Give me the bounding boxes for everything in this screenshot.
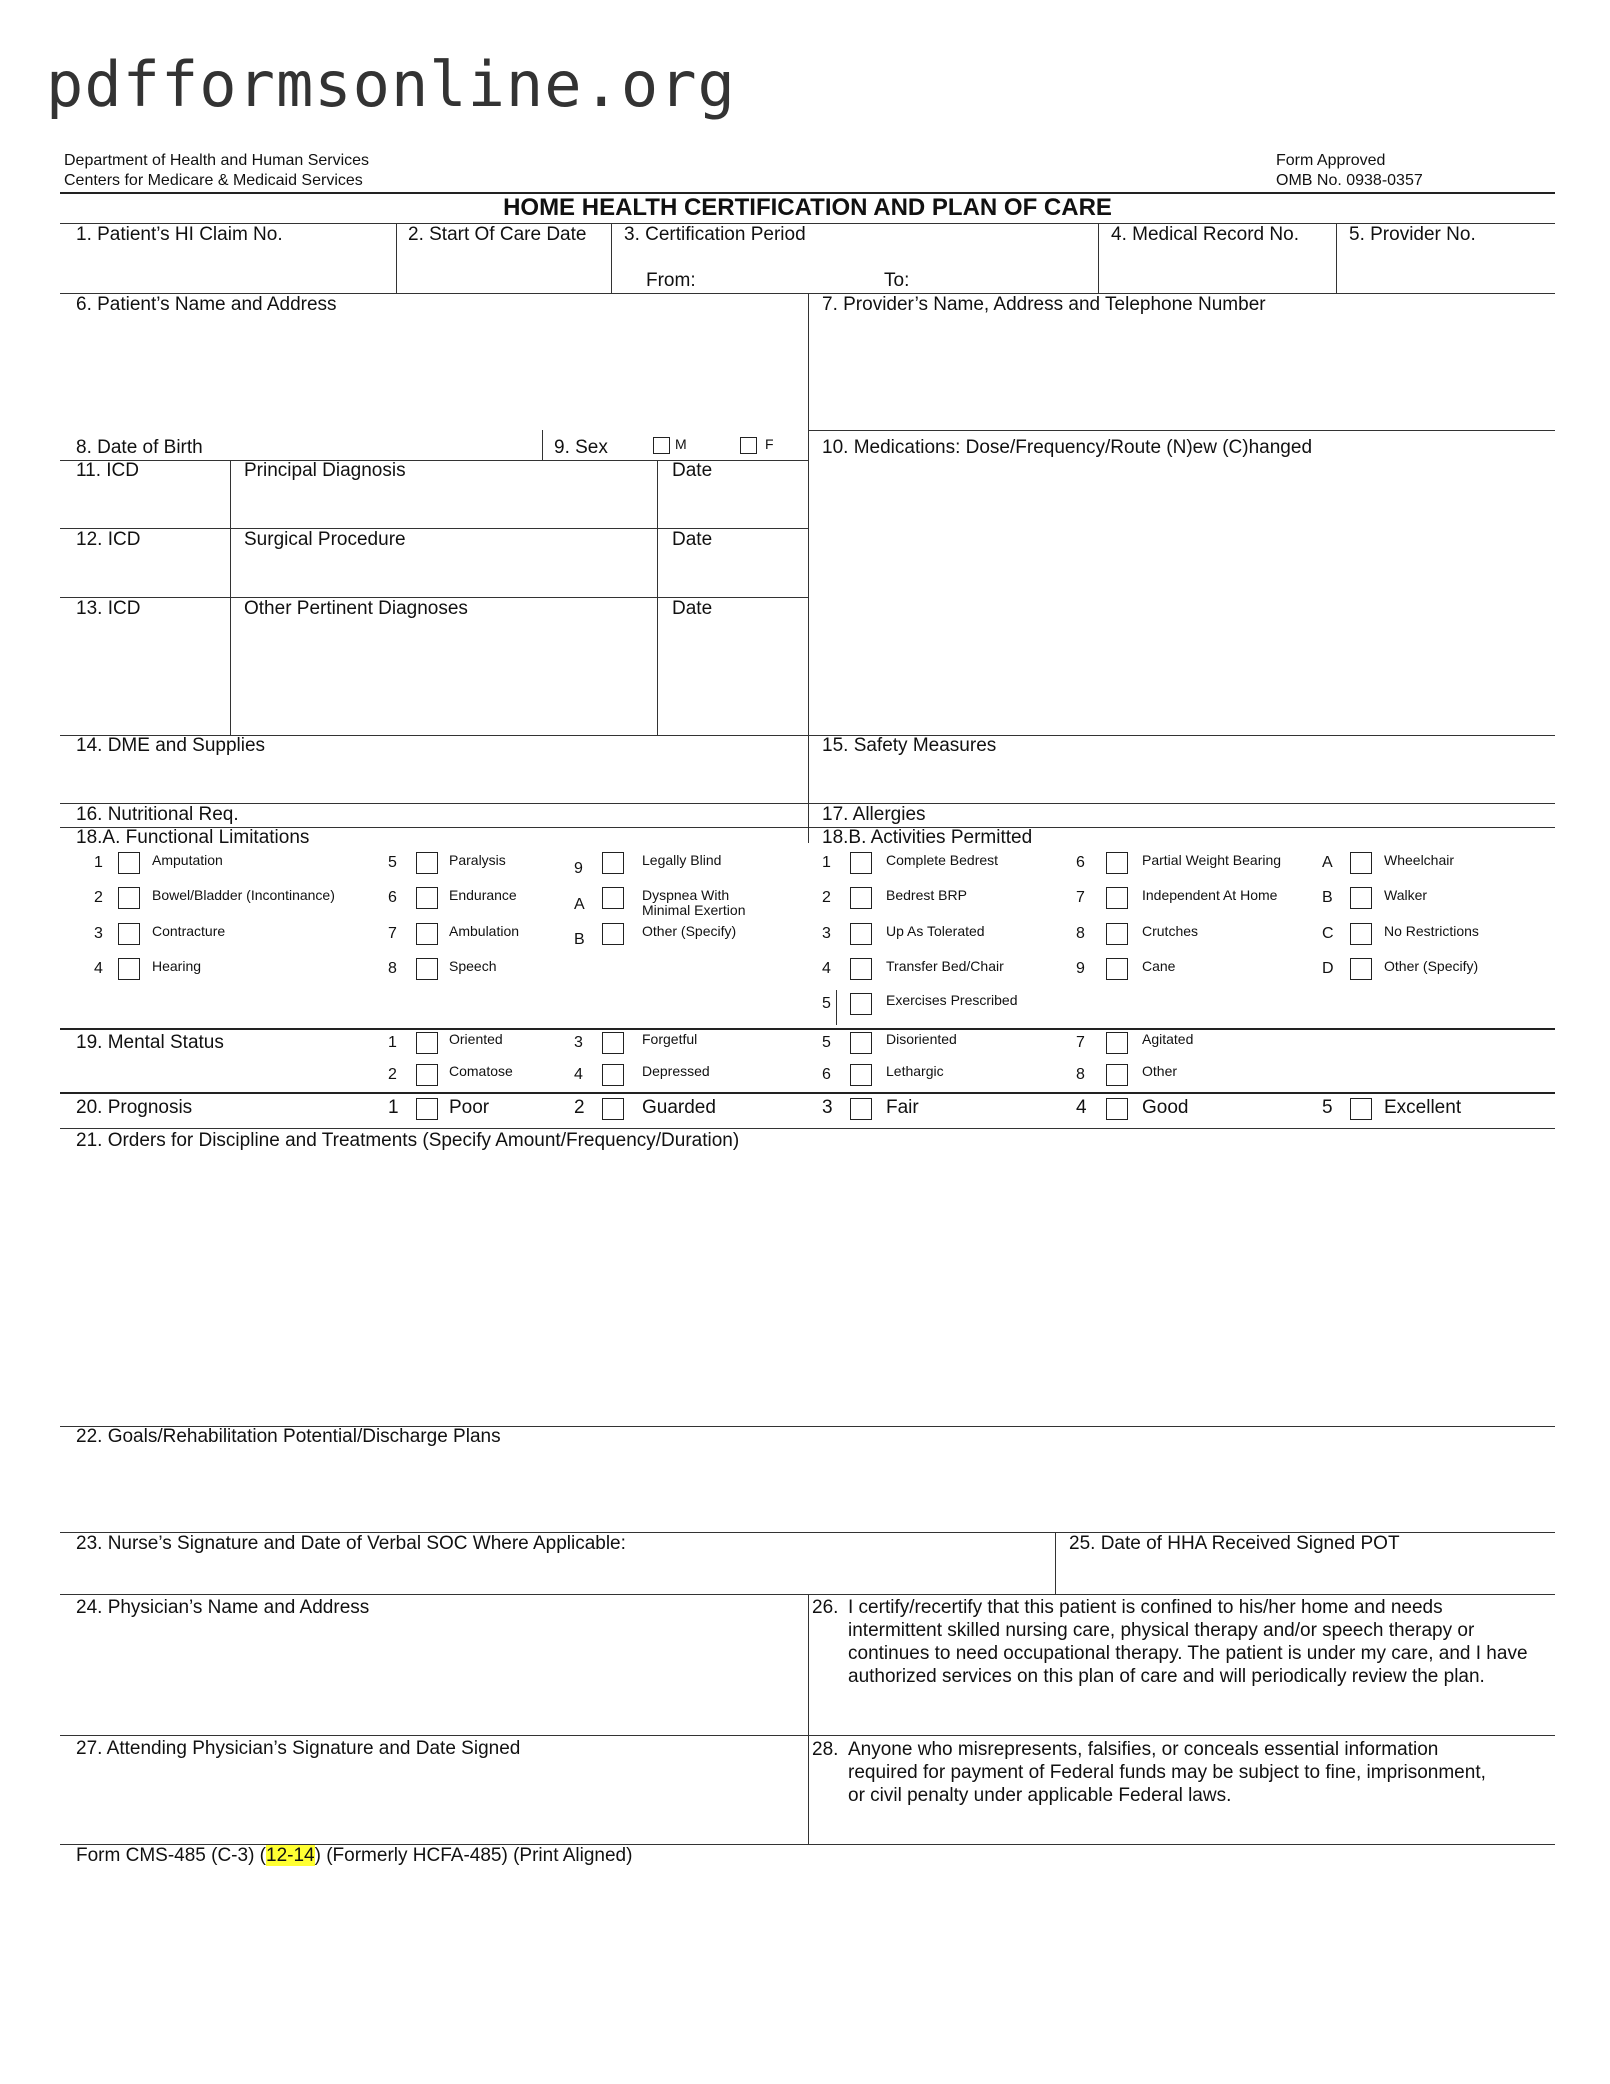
checkbox[interactable] [850, 1064, 872, 1086]
rule [60, 1092, 1555, 1094]
option-number: 6 [1076, 854, 1085, 871]
checkbox[interactable] [1106, 1098, 1128, 1120]
option-label: Agitated [1142, 1031, 1194, 1047]
option-label: Hearing [152, 958, 202, 974]
form-approved: Form Approved [1276, 152, 1386, 169]
footer-prefix: Form CMS-485 (C-3) ( [76, 1845, 267, 1866]
form-title: HOME HEALTH CERTIFICATION AND PLAN OF CARE [503, 194, 1112, 221]
option-number: 5 [822, 995, 831, 1012]
option-label: Disoriented [886, 1031, 957, 1047]
option-label: Bowel/Bladder (Incontinance) [152, 887, 335, 903]
option-number: 1 [94, 854, 103, 871]
checkbox[interactable] [416, 1064, 438, 1086]
mental-status-title: 19. Mental Status [76, 1032, 224, 1053]
option-number: 6 [822, 1066, 831, 1083]
option-number: 3 [822, 925, 831, 942]
option-label: Guarded [642, 1097, 716, 1118]
rule [60, 1128, 1555, 1129]
certify-line-2: intermittent skilled nursing care, physical therapy and/or speech therapy or [848, 1620, 1475, 1641]
option-label: Complete Bedrest [886, 852, 999, 868]
option-number: 1 [388, 1097, 399, 1118]
option-number: 3 [94, 925, 103, 942]
prognosis-title: 20. Prognosis [76, 1097, 193, 1118]
checkbox[interactable] [602, 1098, 624, 1120]
dept-line-2: Centers for Medicare & Medicaid Services [64, 172, 363, 189]
nutritional-label: 16. Nutritional Req. [76, 804, 239, 825]
checkbox[interactable] [850, 993, 872, 1015]
rule [808, 430, 1555, 431]
option-label: Depressed [642, 1063, 710, 1079]
option-label: Cane [1142, 958, 1176, 974]
checkbox[interactable] [602, 1064, 624, 1086]
option-number: 8 [1076, 925, 1085, 942]
attending-physician-label: 27. Attending Physician’s Signature and Date Signed [76, 1738, 521, 1759]
checkbox[interactable] [1106, 1064, 1128, 1086]
certify-number: 26. [812, 1597, 839, 1618]
option-number: 2 [822, 889, 831, 906]
option-number: 7 [388, 925, 397, 942]
option-number: 7 [1076, 889, 1085, 906]
divider [542, 430, 543, 460]
option-label: Endurance [449, 887, 517, 903]
option-number: 5 [1322, 1097, 1333, 1118]
option-number: 5 [388, 854, 397, 871]
hha-received-label: 25. Date of HHA Received Signed POT [1069, 1533, 1400, 1554]
checkbox[interactable] [602, 1032, 624, 1054]
certify-line-1: I certify/recertify that this patient is confined to his/her home and needs [848, 1597, 1443, 1618]
option-number: 9 [1076, 960, 1085, 977]
divider [396, 223, 397, 293]
option-number: 2 [388, 1066, 397, 1083]
option-label: Other (Specify) [1384, 958, 1479, 974]
option-label: Excellent [1384, 1097, 1462, 1118]
checkbox[interactable] [1106, 958, 1128, 980]
orders-label: 21. Orders for Discipline and Treatments (Specify Amount/Frequency/Duration) [76, 1130, 740, 1151]
checkbox[interactable] [416, 1098, 438, 1120]
option-label: Forgetful [642, 1031, 698, 1047]
option-number: 4 [574, 1066, 583, 1083]
medications-label: 10. Medications: Dose/Frequency/Route (N)ew (C)hanged [822, 437, 1313, 458]
divider [808, 1594, 809, 1844]
option-label: Speech [449, 958, 497, 974]
checkbox[interactable] [416, 923, 438, 945]
option-number: 3 [822, 1097, 833, 1118]
divider [1055, 1532, 1056, 1594]
sex-f-checkbox[interactable] [740, 437, 757, 454]
option-label: Paralysis [449, 852, 506, 868]
checkbox[interactable] [1350, 887, 1372, 909]
activities-permitted-title: 18.B. Activities Permitted [822, 827, 1033, 848]
divider [836, 990, 837, 1025]
rule [60, 223, 1555, 224]
option-number: 4 [1076, 1097, 1087, 1118]
site-logo: pdfformsonline.org [46, 48, 736, 121]
checkbox[interactable] [118, 887, 140, 909]
dme-supplies-label: 14. DME and Supplies [76, 735, 266, 756]
warning-line-3: or civil penalty under applicable Federal laws. [848, 1785, 1232, 1806]
option-number: 5 [822, 1034, 831, 1051]
option-number: 8 [1076, 1066, 1085, 1083]
dob-label: 8. Date of Birth [76, 437, 203, 458]
provider-name-label: 7. Provider’s Name, Address and Telephone Number [822, 294, 1266, 315]
checkbox[interactable] [1350, 923, 1372, 945]
option-label: Crutches [1142, 923, 1199, 939]
checkbox[interactable] [1350, 852, 1372, 874]
option-number: 4 [94, 960, 103, 977]
option-number: A [1322, 854, 1333, 871]
checkbox[interactable] [416, 1032, 438, 1054]
option-label: Lethargic [886, 1063, 944, 1079]
icd-code-label: 11. ICD [76, 460, 140, 481]
functional-limitations-title: 18.A. Functional Limitations [76, 827, 310, 848]
checkbox[interactable] [850, 1032, 872, 1054]
option-number: 9 [574, 860, 583, 877]
checkbox[interactable] [1106, 1032, 1128, 1054]
option-label: Legally Blind [642, 852, 722, 868]
option-label: Partial Weight Bearing [1142, 852, 1282, 868]
option-label: Poor [449, 1097, 490, 1118]
from-label: From: [646, 270, 696, 291]
option-number: 1 [822, 854, 831, 871]
nurse-signature-label: 23. Nurse’s Signature and Date of Verbal SOC Where Applicable: [76, 1533, 626, 1554]
option-number: 7 [1076, 1034, 1085, 1051]
checkbox[interactable] [850, 923, 872, 945]
option-number: 2 [574, 1097, 585, 1118]
checkbox[interactable] [1350, 958, 1372, 980]
dept-line-1: Department of Health and Human Services [64, 152, 370, 169]
checkbox[interactable] [602, 852, 624, 874]
option-label: No Restrictions [1384, 923, 1479, 939]
checkbox[interactable] [850, 958, 872, 980]
checkbox[interactable] [416, 958, 438, 980]
rule [60, 735, 1555, 736]
date-label: Date [672, 460, 713, 481]
checkbox[interactable] [850, 887, 872, 909]
checkbox[interactable] [1106, 852, 1128, 874]
warning-line-1: Anyone who misrepresents, falsifies, or conceals essential information [848, 1739, 1439, 1760]
checkbox[interactable] [416, 887, 438, 909]
option-label: Walker [1384, 887, 1428, 903]
icd-code-label: 13. ICD [76, 598, 141, 619]
physician-name-label: 24. Physician’s Name and Address [76, 1597, 370, 1618]
option-number: B [1322, 889, 1333, 906]
option-label: Up As Tolerated [886, 923, 985, 939]
safety-measures-label: 15. Safety Measures [822, 735, 997, 756]
to-label: To: [884, 270, 910, 291]
option-number: 2 [94, 889, 103, 906]
certify-line-3: continues to need occupational therapy. The patient is under my care, and I have [848, 1643, 1528, 1664]
option-number: 1 [388, 1034, 397, 1051]
warning-line-2: required for payment of Federal funds may be subject to fine, imprisonment, [848, 1762, 1486, 1783]
checkbox[interactable] [1106, 887, 1128, 909]
patient-name-label: 6. Patient’s Name and Address [76, 294, 337, 315]
omb-number: OMB No. 0938-0357 [1276, 172, 1423, 189]
option-label: Comatose [449, 1063, 513, 1079]
provider-no-label: 5. Provider No. [1349, 224, 1476, 245]
other-diagnoses-label: Other Pertinent Diagnoses [244, 598, 468, 619]
option-label: Exercises Prescribed [886, 992, 1018, 1008]
option-label: Wheelchair [1384, 852, 1455, 868]
sex-m-label: M [675, 436, 687, 452]
option-label: Transfer Bed/Chair [886, 958, 1004, 974]
warning-number: 28. [812, 1739, 839, 1760]
sex-f-label: F [765, 436, 774, 452]
rule [60, 1028, 1555, 1030]
start-of-care-label: 2. Start Of Care Date [408, 224, 587, 245]
checkbox[interactable] [602, 923, 624, 945]
divider [808, 293, 809, 843]
checkbox[interactable] [416, 852, 438, 874]
option-number: C [1322, 925, 1334, 942]
sex-m-checkbox[interactable] [653, 437, 670, 454]
option-label: Amputation [152, 852, 223, 868]
patient-claim-label: 1. Patient’s HI Claim No. [76, 224, 283, 245]
option-label: Good [1142, 1097, 1189, 1118]
checkbox[interactable] [850, 852, 872, 874]
date-label: Date [672, 598, 713, 619]
option-label: Bedrest BRP [886, 887, 967, 903]
divider [1336, 223, 1337, 293]
option-label: Contracture [152, 923, 226, 939]
sex-label: 9. Sex [554, 437, 608, 458]
option-number: 8 [388, 960, 397, 977]
option-number: 4 [822, 960, 831, 977]
goals-label: 22. Goals/Rehabilitation Potential/Discharge Plans [76, 1426, 501, 1447]
form-footer [76, 1845, 632, 1867]
checkbox[interactable] [118, 958, 140, 980]
principal-diagnosis-label: Principal Diagnosis [244, 460, 406, 481]
rule [60, 1735, 1555, 1736]
footer-highlight: 12-14 [266, 1845, 315, 1866]
option-label: Fair [886, 1097, 919, 1118]
option-number: 6 [388, 889, 397, 906]
option-number: D [1322, 960, 1334, 977]
certify-line-4: authorized services on this plan of care and will periodically review the plan. [848, 1666, 1485, 1687]
footer-suffix: ) (Formerly HCFA-485) (Print Aligned) [314, 1845, 633, 1866]
surgical-procedure-label: Surgical Procedure [244, 529, 406, 550]
divider [611, 223, 612, 293]
date-label: Date [672, 529, 713, 550]
checkbox[interactable] [850, 1098, 872, 1120]
option-label: Independent At Home [1142, 887, 1278, 903]
rule [60, 803, 1555, 804]
option-number: B [574, 931, 585, 948]
checkbox[interactable] [1106, 923, 1128, 945]
checkbox[interactable] [602, 887, 624, 909]
option-label: Dyspnea With Minimal Exertion [642, 887, 746, 918]
checkbox[interactable] [118, 923, 140, 945]
allergies-label: 17. Allergies [822, 804, 926, 825]
option-label: Oriented [449, 1031, 503, 1047]
divider [1098, 223, 1099, 293]
medical-record-label: 4. Medical Record No. [1111, 224, 1299, 245]
option-label: Other [1142, 1063, 1178, 1079]
icd-code-label: 12. ICD [76, 529, 141, 550]
certification-period-label: 3. Certification Period [624, 224, 806, 245]
option-label: Ambulation [449, 923, 520, 939]
option-label: Other (Specify) [642, 923, 737, 939]
checkbox[interactable] [1350, 1098, 1372, 1120]
option-number: A [574, 896, 585, 913]
option-number: 3 [574, 1034, 583, 1051]
checkbox[interactable] [118, 852, 140, 874]
